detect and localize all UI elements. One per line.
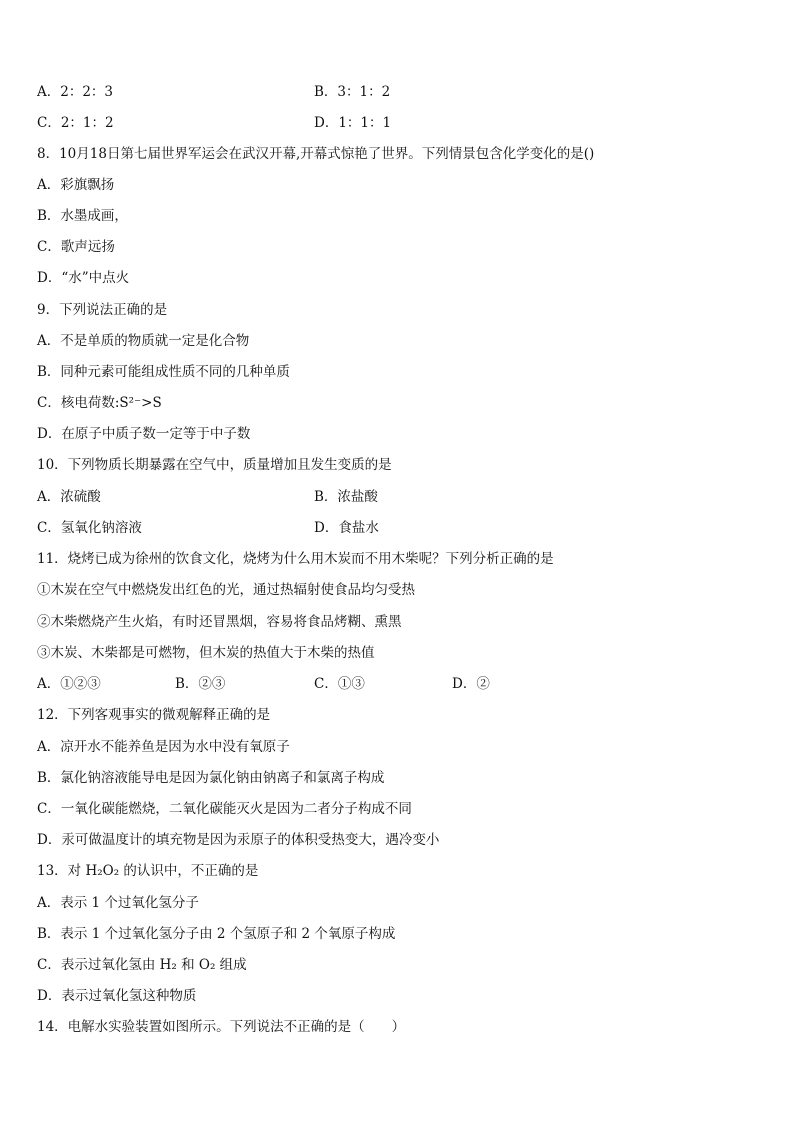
q11-option-d: D．②	[452, 676, 490, 692]
q9-option-d: D．在原子中质子数一定等于中子数	[37, 426, 251, 442]
q13-option-a: A．表示 1 个过氧化氢分子	[37, 895, 199, 911]
q11-statement-2: ②木柴燃烧产生火焰，有时还冒黑烟，容易将食品烤糊、熏黑	[37, 614, 402, 630]
q10-option-a: A．浓硫酸	[37, 489, 101, 505]
q9-option-b: B．同种元素可能组成性质不同的几种单质	[37, 364, 290, 380]
q10-option-d: D．食盐水	[314, 520, 379, 536]
q9-option-a: A．不是单质的物质就一定是化合物	[37, 333, 250, 349]
q11-statement-3: ③木炭、木柴都是可燃物，但木炭的热值大于木柴的热值	[37, 645, 375, 661]
q12-option-d: D．汞可做温度计的填充物是因为汞原子的体积受热变大，遇冷变小	[37, 832, 440, 848]
q7-option-a: A．2：2：3	[37, 84, 114, 100]
q8-option-b: B．水墨成画，	[37, 208, 128, 224]
q9-option-c: C．核电荷数:S²⁻>S	[37, 395, 162, 411]
q11-option-a: A．①②③	[37, 676, 101, 692]
q8-option-a: A．彩旗飘扬	[37, 177, 115, 193]
q13-stem: 13．对 H₂O₂ 的认识中，不正确的是	[37, 863, 259, 879]
q8-option-c: C．歌声远扬	[37, 239, 115, 255]
q7-option-c: C．2：1：2	[37, 115, 114, 131]
q8-stem: 8．10月18日第七届世界军运会在武汉开幕,开幕式惊艳了世界。下列情景包含化学变化的是()	[37, 146, 595, 162]
q11-statement-1: ①木炭在空气中燃烧发出红色的光，通过热辐射使食品均匀受热	[37, 582, 415, 598]
q11-option-c: C．①③	[314, 676, 365, 692]
q8-option-d: D．“水”中点火	[37, 270, 130, 286]
q12-option-c: C．一氧化碳能燃烧，二氧化碳能灭火是因为二者分子构成不同	[37, 801, 412, 817]
q12-option-a: A．凉开水不能养鱼是因为水中没有氧原子	[37, 739, 290, 755]
q11-option-b: B．②③	[175, 676, 226, 692]
q13-option-b: B．表示 1 个过氧化氢分子由 2 个氢原子和 2 个氧原子构成	[37, 926, 396, 942]
q7-option-b: B．3：1：2	[314, 84, 391, 100]
q11-stem: 11．烧烤已成为徐州的饮食文化，烧烤为什么用木炭而不用木柴呢？下列分析正确的是	[37, 551, 554, 567]
q10-stem: 10．下列物质长期暴露在空气中，质量增加且发生变质的是	[37, 457, 392, 473]
q12-stem: 12．下列客观事实的微观解释正确的是	[37, 707, 271, 723]
q9-stem: 9．下列说法正确的是	[37, 302, 168, 318]
q12-option-b: B．氯化钠溶液能导电是因为氯化钠由钠离子和氯离子构成	[37, 770, 385, 786]
q10-option-c: C．氢氧化钠溶液	[37, 520, 142, 536]
q13-option-d: D．表示过氧化氢这种物质	[37, 988, 197, 1004]
q10-option-b: B．浓盐酸	[314, 489, 378, 505]
q7-option-d: D．1：1：1	[314, 115, 392, 131]
q14-stem: 14．电解水实验装置如图所示。下列说法不正确的是（ ）	[37, 1019, 406, 1035]
q13-option-c: C．表示过氧化氢由 H₂ 和 O₂ 组成	[37, 957, 247, 973]
